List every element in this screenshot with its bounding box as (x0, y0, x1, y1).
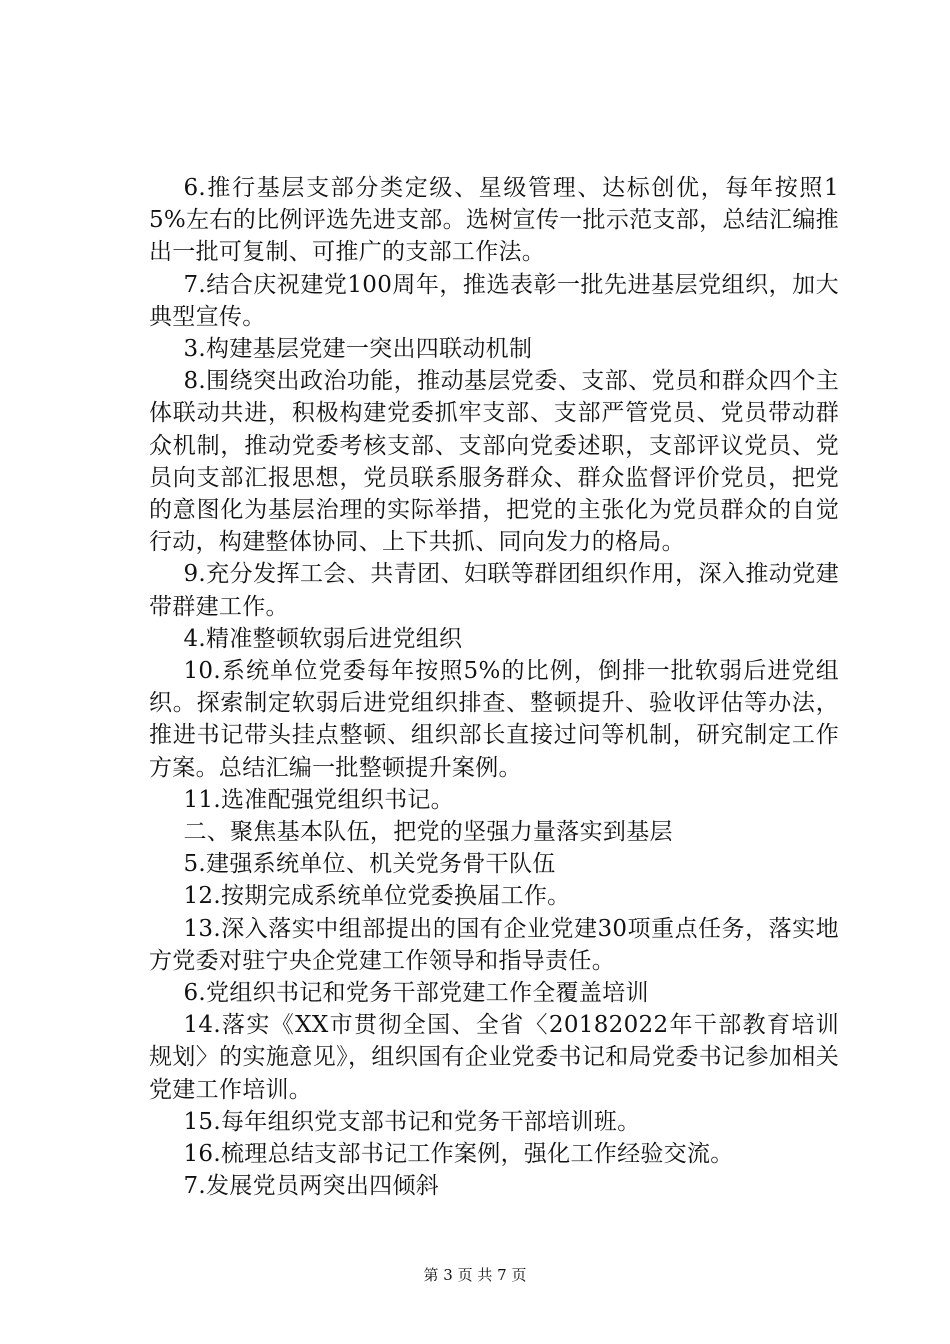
list-item-paragraph: 16.梳理总结支部书记工作案例，强化工作经验交流。 (183, 1141, 734, 1168)
section-heading: 6.党组织书记和党务干部党建工作全覆盖培训 (183, 980, 649, 1007)
list-item-paragraph: 14.落实《XX市贯彻全国、全省〈20182022年干部教育培训规划〉的实施意见》，组织国有企业党委书记和局党委书记参加相关党建工作培训。 (149, 1012, 839, 1103)
list-item-paragraph: 13.深入落实中组部提出的国有企业党建30项重点任务，落实地方党委对驻宁央企党建工作领导和指导责任。 (149, 915, 839, 974)
list-item-paragraph: 10.系统单位党委每年按照5%的比例，倒排一批软弱后进党组织。探索制定软弱后进党组织排查、整顿提升、验收评估等办法，推进书记带头挂点整顿、组织部长直接过问等机制，研究制定工作方案。总结汇编一批整顿提升案例。 (149, 658, 839, 781)
list-item-paragraph: 6.推行基层支部分类定级、星级管理、达标创优，每年按照15%左右的比例评选先进支部。选树宣传一批示范支部，总结汇编推出一批可复制、可推广的支部工作法。 (149, 175, 839, 266)
list-item-paragraph: 15.每年组织党支部书记和党务干部培训班。 (183, 1108, 641, 1135)
list-item-paragraph: 12.按期完成系统单位党委换届工作。 (183, 883, 571, 910)
list-item-paragraph: 7.结合庆祝建党100周年，推选表彰一批先进基层党组织，加大典型宣传。 (149, 271, 839, 330)
list-item-paragraph: 11.选准配强党组织书记。 (183, 786, 454, 813)
page-footer: 第 3 页 共 7 页 (423, 1266, 527, 1284)
section-heading: 7.发展党员两突出四倾斜 (183, 1173, 440, 1200)
section-heading: 4.精准整顿软弱后进党组织 (183, 625, 463, 652)
list-item-paragraph: 8.围绕突出政治功能，推动基层党委、支部、党员和群众四个主体联动共进，积极构建党委抓牢支部、支部严管党员、党员带动群众机制，推动党委考核支部、支部向党委述职，支部评议党员、党员向支部汇报思想，党员联系服务群众、群众监督评价党员，把党的意图化为基层治理的实际举措，把党的主张化为党员群众的自觉行动，构建整体协同、上下共抓、同向发力的格局。 (149, 368, 839, 556)
section-heading: 3.构建基层党建一突出四联动机制 (183, 336, 533, 363)
document-body (149, 172, 839, 1203)
section-heading: 5.建强系统单位、机关党务骨干队伍 (183, 851, 556, 878)
section-heading: 二、聚焦基本队伍，把党的坚强力量落实到基层 (183, 819, 673, 846)
list-item-paragraph: 9.充分发挥工会、共青团、妇联等群团组织作用，深入推动党建带群建工作。 (149, 561, 839, 620)
